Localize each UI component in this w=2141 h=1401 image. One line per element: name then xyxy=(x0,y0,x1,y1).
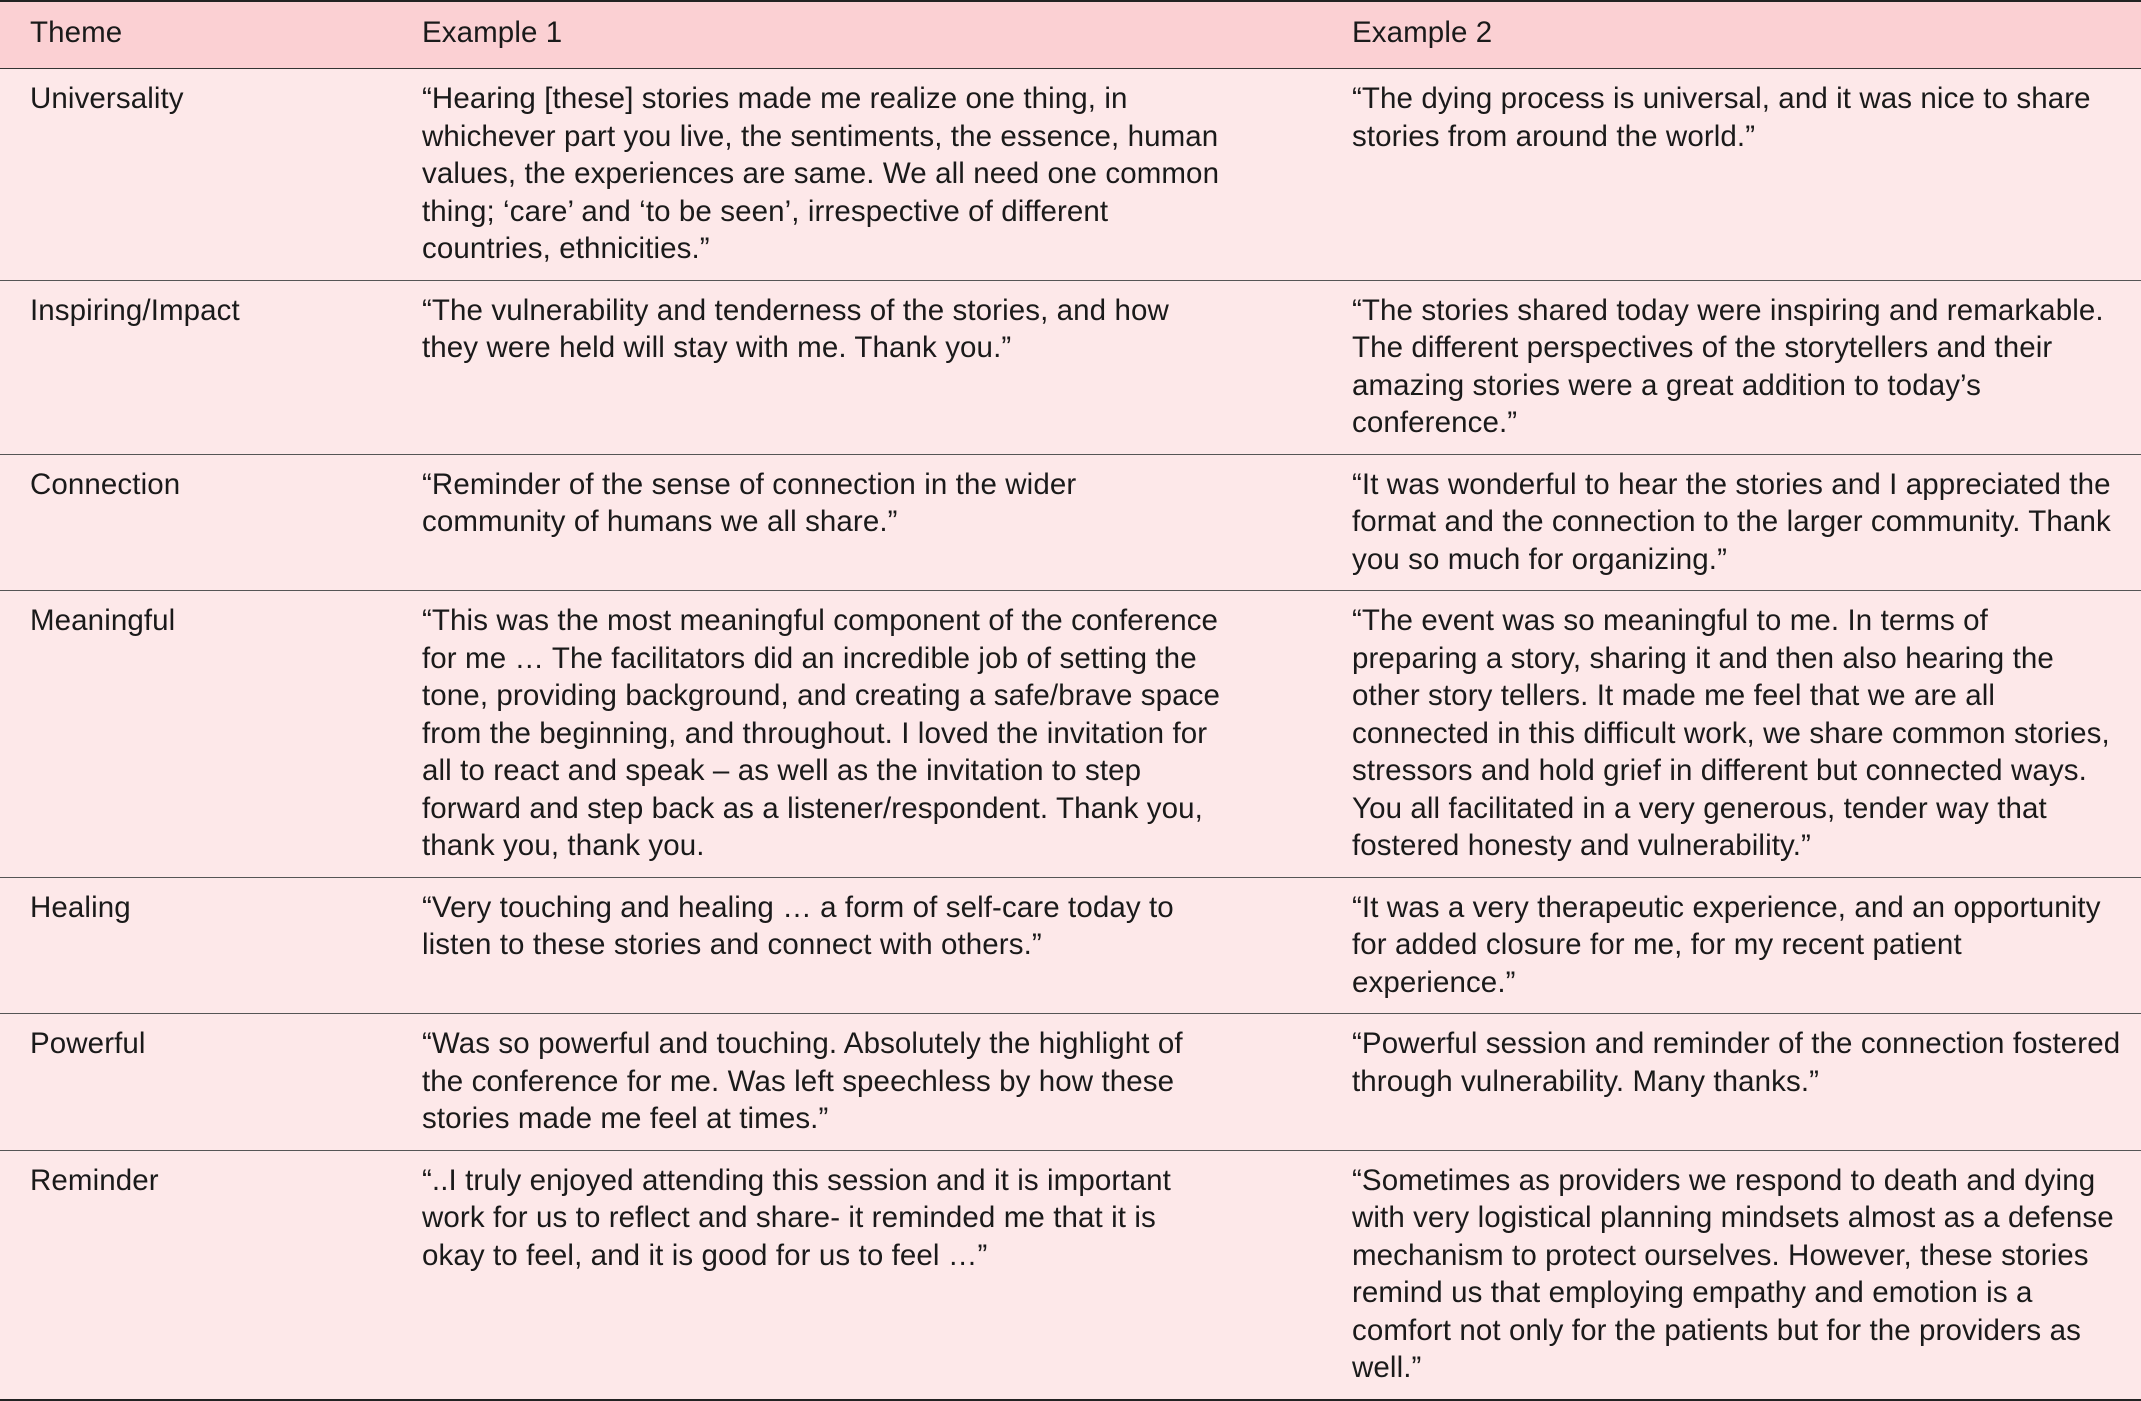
example-2-text: “It was a very therapeutic experience, and an opportunity for added closure for me, for my recent patient experience.” xyxy=(1352,890,2101,999)
example-2-cell xyxy=(1322,454,2141,591)
table-body xyxy=(0,69,2141,1400)
header-row xyxy=(0,1,2141,69)
example-2-text: “Sometimes as providers we respond to death and dying with very logistical planning mindsets almost as a defense mechanism to protect ourselves. However, these stories remind us that employing empathy and emotion is a comfort not only for the patients but for the providers as well.” xyxy=(1352,1163,2114,1384)
table-row xyxy=(0,280,2141,454)
example-1-text: “Hearing [these] stories made me realize one thing, in whichever part you live, the sentiments, the essence, human values, the experiences are same. We all need one common thing; ‘care’ and ‘to be seen’, irrespective of different countries, ethnicities.” xyxy=(422,82,1220,265)
example-1-cell xyxy=(392,1150,1322,1400)
example-2-cell xyxy=(1322,69,2141,281)
example-1-text: “..I truly enjoyed attending this session and it is important work for us to reflect and share- it reminded me that it is okay to feel, and it is good for us to feel …” xyxy=(422,1163,1171,1272)
example-1-text: “Very touching and healing … a form of self-care today to listen to these stories and connect with others.” xyxy=(422,890,1174,961)
header-example-1: Example 1 xyxy=(422,16,563,50)
example-1-text: “This was the most meaningful component of the conference for me … The facilitators did an incredible job of setting the tone, providing background, and creating a safe/brave space from the beginning, and throughout. I loved the invitation for all to react and speak – as well as the invitation to step forward and step back as a listener/respondent. Thank you, thank you, thank you. xyxy=(422,604,1221,862)
example-2-text: “It was wonderful to hear the stories and I appreciated the format and the connection to the larger community. Thank you so much for organizing.” xyxy=(1352,467,2111,576)
header-example-2: Example 2 xyxy=(1352,16,1493,50)
example-2-text: “The event was so meaningful to me. In terms of preparing a story, sharing it and then also hearing the other story tellers. It made me feel that we are all connected in this difficult work, we share common stories, stressors and hold grief in different but connected ways. You all facilitated in a very generous, tender way that fostered honesty and vulnerability.” xyxy=(1352,604,2110,862)
table-row xyxy=(0,1014,2141,1151)
example-2-text: “The dying process is universal, and it was nice to share stories from around the world.” xyxy=(1352,82,2091,153)
theme-cell: Powerful xyxy=(30,1027,146,1060)
example-2-cell xyxy=(1322,877,2141,1014)
example-1-text: “Was so powerful and touching. Absolutely the highlight of the conference for me. Was left speechless by how these stories made me feel at times.” xyxy=(422,1027,1183,1135)
example-2-text: “Powerful session and reminder of the connection fostered through vulnerability. Many thanks.” xyxy=(1352,1027,2121,1098)
example-2-text: “The stories shared today were inspiring and remarkable. The different perspectives of the storytellers and their amazing stories were a great addition to today’s conference.” xyxy=(1352,293,2104,439)
example-2-cell xyxy=(1322,1150,2141,1400)
example-1-cell xyxy=(392,591,1322,878)
table-row xyxy=(0,591,2141,878)
theme-cell: Healing xyxy=(30,890,131,924)
example-2-cell xyxy=(1322,1014,2141,1151)
table-header xyxy=(0,1,2141,69)
example-1-cell xyxy=(392,877,1322,1014)
theme-cell: Reminder xyxy=(30,1163,159,1197)
theme-cell: Universality xyxy=(30,82,184,115)
theme-cell: Meaningful xyxy=(30,604,176,637)
example-2-cell xyxy=(1322,280,2141,454)
example-1-cell xyxy=(392,69,1322,281)
table-row xyxy=(0,1150,2141,1400)
theme-cell: Connection xyxy=(30,467,181,501)
table-row xyxy=(0,877,2141,1014)
example-1-cell xyxy=(392,1014,1322,1151)
example-1-text: “The vulnerability and tenderness of the stories, and how they were held will stay with me. Thank you.” xyxy=(422,293,1169,364)
header-theme: Theme xyxy=(30,16,123,50)
example-2-cell xyxy=(1322,591,2141,878)
example-1-cell xyxy=(392,280,1322,454)
theme-cell: Inspiring/Impact xyxy=(30,293,240,327)
example-1-cell xyxy=(392,454,1322,591)
table-row xyxy=(0,69,2141,281)
table-row xyxy=(0,454,2141,591)
example-1-text: “Reminder of the sense of connection in the wider community of humans we all share.” xyxy=(422,467,1077,538)
